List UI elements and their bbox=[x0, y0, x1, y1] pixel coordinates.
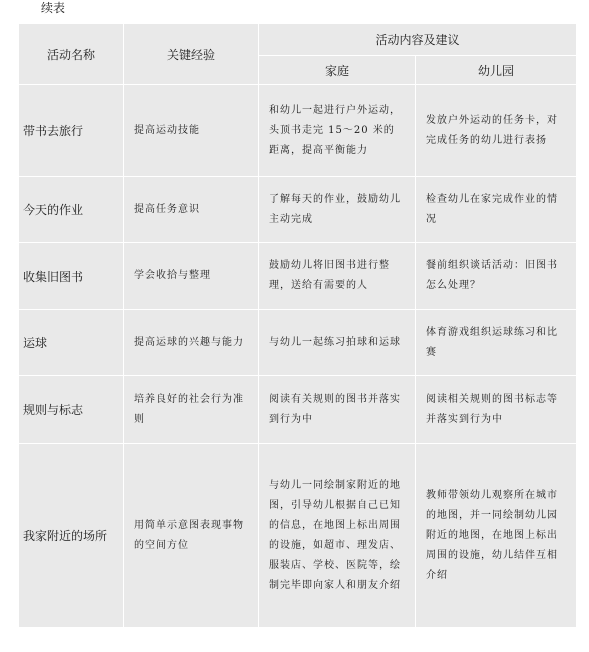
family-cell: 了解每天的作业，鼓励幼儿主动完成 bbox=[259, 177, 416, 243]
activity-name-cell: 收集旧图书 bbox=[19, 243, 124, 310]
kindergarten-cell: 检查幼儿在家完成作业的情况 bbox=[416, 177, 577, 243]
key-experience-cell: 提高任务意识 bbox=[124, 177, 259, 243]
key-experience-cell: 提高运球的兴趣与能力 bbox=[124, 310, 259, 376]
table-row bbox=[19, 444, 577, 628]
header-key-experience: 关键经验 bbox=[124, 24, 259, 85]
table-row bbox=[19, 177, 577, 243]
activity-name-cell: 规则与标志 bbox=[19, 376, 124, 444]
kindergarten-cell: 餐前组织谈话活动：旧图书怎么处理？ bbox=[416, 243, 577, 310]
continued-label: 续表 bbox=[41, 1, 66, 15]
table-row bbox=[19, 310, 577, 376]
header-family: 家庭 bbox=[259, 56, 416, 85]
key-experience-cell: 用简单示意图表现事物的空间方位 bbox=[124, 444, 259, 628]
kindergarten-cell: 体育游戏组织运球练习和比赛 bbox=[416, 310, 577, 376]
key-experience-cell: 学会收拾与整理 bbox=[124, 243, 259, 310]
key-experience-cell: 提高运动技能 bbox=[124, 85, 259, 177]
family-cell: 与幼儿一起练习拍球和运球 bbox=[259, 310, 416, 376]
table-row bbox=[19, 85, 577, 177]
kindergarten-cell: 发放户外运动的任务卡，对完成任务的幼儿进行表扬 bbox=[416, 85, 577, 177]
family-cell: 鼓励幼儿将旧图书进行整理，送给有需要的人 bbox=[259, 243, 416, 310]
kindergarten-cell: 教师带领幼儿观察所在城市的地图，并一同绘制幼儿园附近的地图，在地图上标出周围的设施，幼儿结伴互相介绍 bbox=[416, 444, 577, 628]
family-cell: 与幼儿一同绘制家附近的地图，引导幼儿根据自己已知的信息，在地图上标出周围的设施，如超市、理发店、服装店、学校、医院等，绘制完毕即向家人和朋友介绍 bbox=[259, 444, 416, 628]
header-activity-name: 活动名称 bbox=[19, 24, 124, 85]
table-row bbox=[19, 243, 577, 310]
family-cell: 阅读有关规则的图书并落实到行为中 bbox=[259, 376, 416, 444]
table-row bbox=[19, 376, 577, 444]
activity-table bbox=[18, 23, 577, 628]
kindergarten-cell: 阅读相关规则的图书标志等并落实到行为中 bbox=[416, 376, 577, 444]
header-content-group: 活动内容及建议 bbox=[259, 24, 577, 56]
header-kindergarten: 幼儿园 bbox=[416, 56, 577, 85]
activity-name-cell: 我家附近的场所 bbox=[19, 444, 124, 628]
family-cell: 和幼儿一起进行户外运动，头顶书走完 15～20 米的距离，提高平衡能力 bbox=[259, 85, 416, 177]
key-experience-cell: 培养良好的社会行为准则 bbox=[124, 376, 259, 444]
activity-name-cell: 运球 bbox=[19, 310, 124, 376]
activity-name-cell: 今天的作业 bbox=[19, 177, 124, 243]
activity-name-cell: 带书去旅行 bbox=[19, 85, 124, 177]
